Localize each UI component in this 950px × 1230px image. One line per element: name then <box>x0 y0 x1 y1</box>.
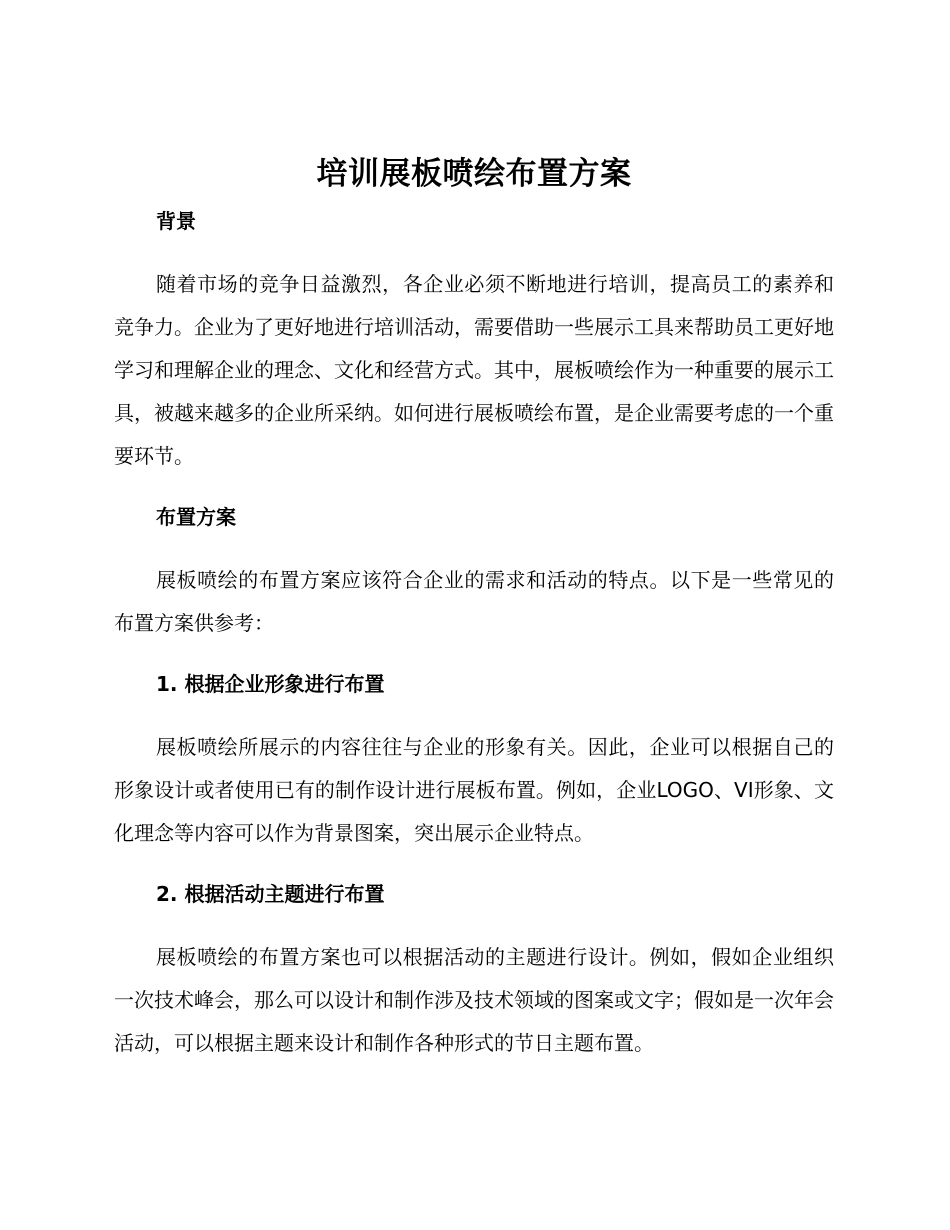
document-content <box>114 150 834 1065</box>
section-body-layout-plan: 展板喷绘的布置方案应该符合企业的需求和活动的特点。以下是一些常见的布置方案供参考： <box>114 568 834 635</box>
section-heading-corporate-image: 1. 根据企业形象进行布置 <box>156 672 385 696</box>
section-heading-layout-plan: 布置方案 <box>156 505 236 529</box>
document-title: 培训展板喷绘布置方案 <box>316 156 632 192</box>
section-heading-event-theme: 2. 根据活动主题进行布置 <box>156 882 385 906</box>
section-body-background: 随着市场的竞争日益激烈，各企业必须不断地进行培训，提高员工的素养和竞争力。企业为了更好地进行培训活动，需要借助一些展示工具来帮助员工更好地学习和理解企业的理念、文化和经营方式。其中，展板喷绘作为一种重要的展示工具，被越来越多的企业所采纳。如何进行展板喷绘布置，是企业需要考虑的一个重要环节。 <box>114 272 834 468</box>
section-body-event-theme: 展板喷绘的布置方案也可以根据活动的主题进行设计。例如，假如企业组织一次技术峰会，那么可以设计和制作涉及技术领域的图案或文字；假如是一次年会活动，可以根据主题来设计和制作各种形式的节日主题布置。 <box>114 945 834 1055</box>
section-body-corporate-image: 展板喷绘所展示的内容往往与企业的形象有关。因此，企业可以根据自己的形象设计或者使用已有的制作设计进行展板布置。例如，企业LOGO、VI形象、文化理念等内容可以作为背景图案，突出展示企业特点。 <box>114 735 834 845</box>
section-heading-background: 背景 <box>156 209 196 233</box>
